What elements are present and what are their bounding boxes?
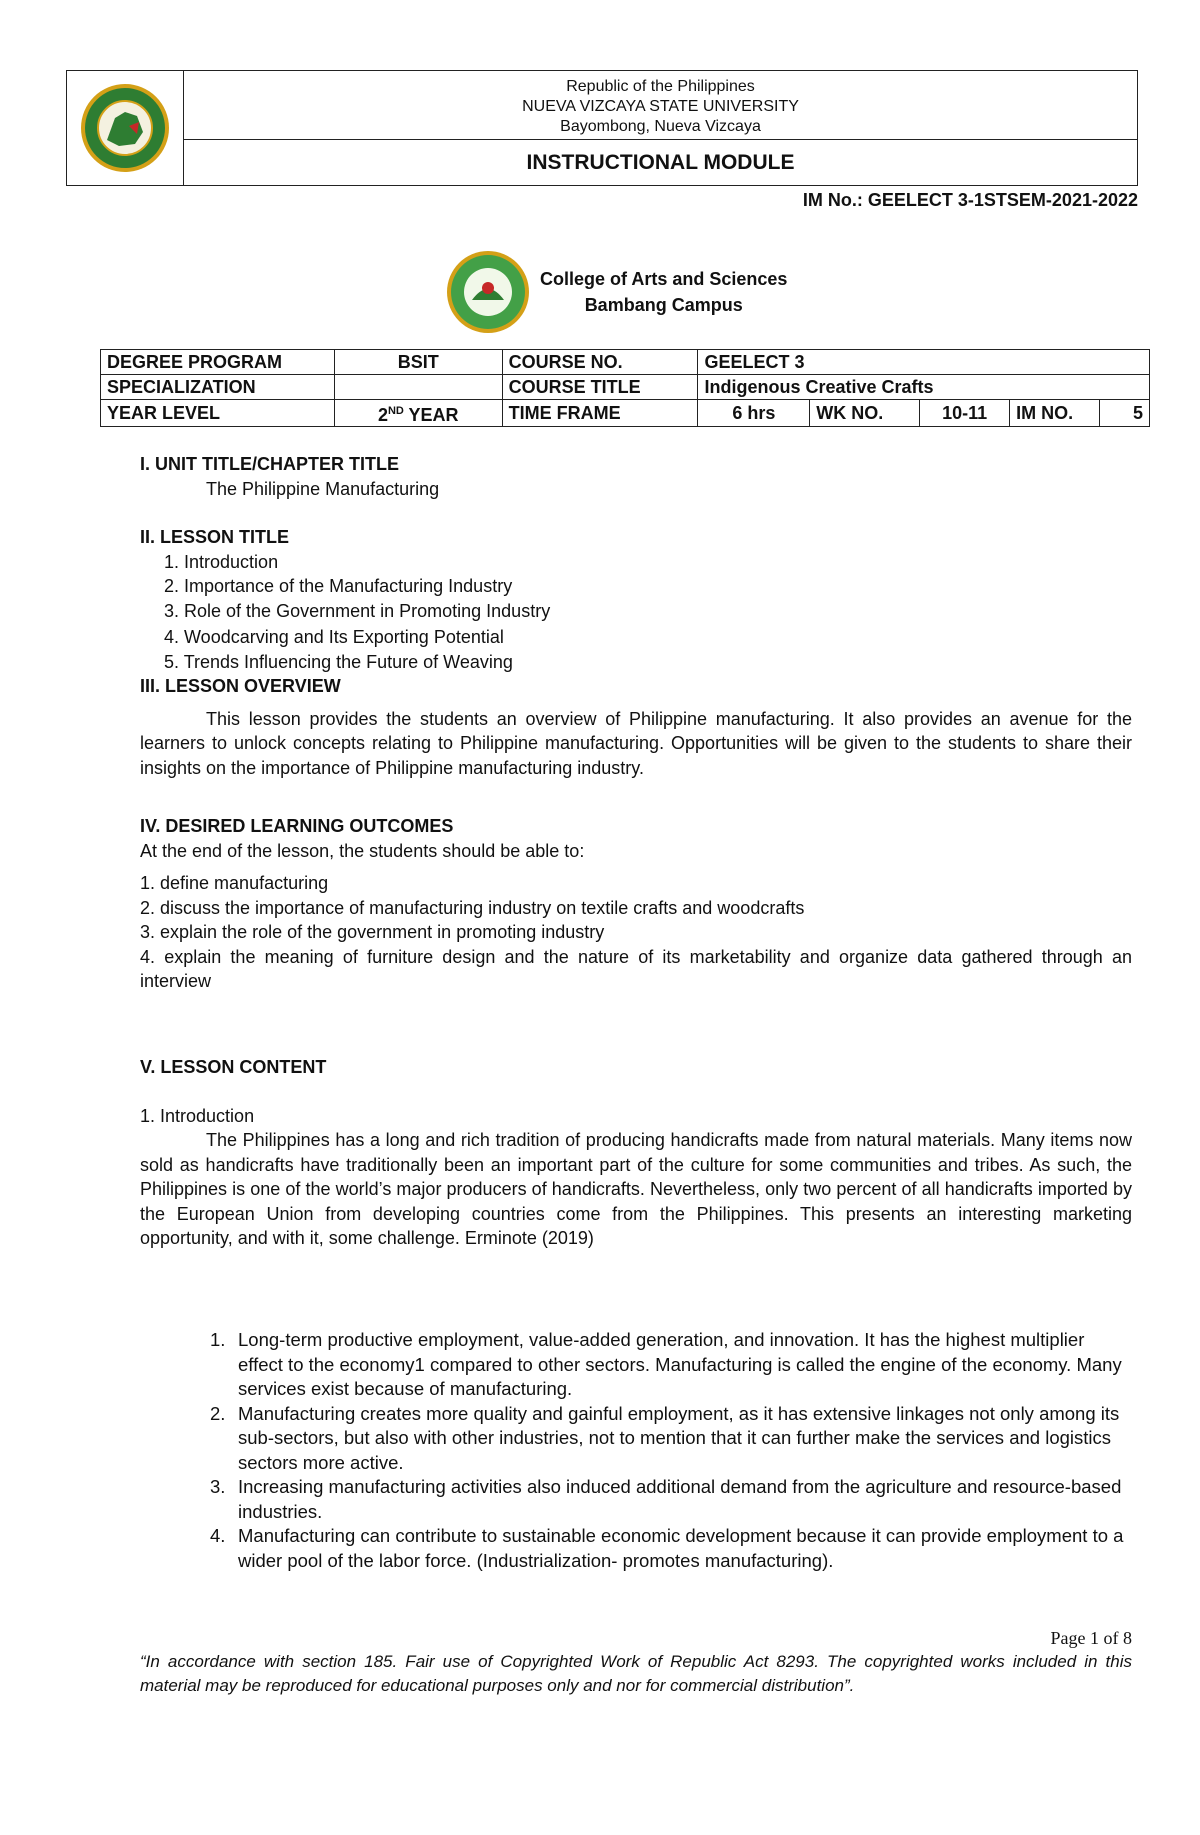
list-item xyxy=(210,1475,1130,1524)
university-seal-icon xyxy=(79,82,171,174)
list-item xyxy=(210,1328,1130,1402)
list-item: 1. Introduction xyxy=(164,551,279,572)
wk-no-label: WK NO. xyxy=(810,400,920,427)
list-item xyxy=(210,1402,1130,1476)
section3-paragraph: This lesson provides the students an overview of Philippine manufacturing. It also provides an avenue for the learners to unlock concepts relating to Philippine manufacturing. Opportunities will be given to the students to share their insights on the importance of Philippine manufacturing industry. xyxy=(140,708,1132,778)
specialization-label: SPECIALIZATION xyxy=(101,375,335,400)
page-number: Page 1 of 8 xyxy=(1050,1628,1132,1648)
time-frame-value: 6 hrs xyxy=(698,400,810,427)
table-row xyxy=(101,400,1150,427)
course-no-label: COURSE NO. xyxy=(502,350,698,375)
list-number: 2. xyxy=(210,1402,226,1424)
section1-heading: I. UNIT TITLE/CHAPTER TITLE xyxy=(140,454,399,474)
section2-heading: II. LESSON TITLE xyxy=(140,527,290,547)
section1-text: The Philippine Manufacturing xyxy=(206,478,440,499)
list-item: 1. define manufacturing xyxy=(140,873,329,893)
list-number: 3. xyxy=(210,1476,226,1497)
time-frame-label: TIME FRAME xyxy=(502,400,698,427)
college-campus: Bambang Campus xyxy=(584,295,743,315)
list-text: Increasing manufacturing activities also induced additional demand from the agriculture and resource-based industries. xyxy=(238,1476,1122,1522)
section-5 xyxy=(140,1055,1132,1251)
year-level-value xyxy=(334,400,502,427)
header-line1: Republic of the Philippines xyxy=(566,78,755,95)
list-number: 4. xyxy=(210,1525,226,1546)
document-header xyxy=(66,70,1138,186)
list-number: 1. xyxy=(210,1329,226,1350)
list-item: 2. Importance of the Manufacturing Industry xyxy=(164,576,513,596)
college-seal-icon xyxy=(446,250,530,334)
wk-no-value: 10-11 xyxy=(920,400,1010,427)
table-row xyxy=(101,375,1150,400)
importance-list xyxy=(210,1328,1130,1573)
header-line3: Bayombong, Nueva Vizcaya xyxy=(560,118,761,135)
im-no-label: IM NO. xyxy=(1010,400,1100,427)
year-level-label: YEAR LEVEL xyxy=(101,400,335,427)
course-info-table xyxy=(100,349,1150,427)
college-name: College of Arts and Sciences xyxy=(540,269,788,289)
course-title-value: Indigenous Creative Crafts xyxy=(698,375,1150,400)
list-item xyxy=(210,1524,1130,1573)
list-item: 3. Role of the Government in Promoting Industry xyxy=(164,600,551,621)
list-item: 3. explain the role of the government in promoting industry xyxy=(140,922,605,942)
specialization-value xyxy=(334,375,502,400)
list-text: Long-term productive employment, value-added generation, and innovation. It has the highest multiplier effect to the economy1 compared to other sectors. Manufacturing is called the engine of the economy. Many services exist because of manufacturing. xyxy=(238,1329,1122,1399)
section3-heading: III. LESSON OVERVIEW xyxy=(140,676,341,696)
im-no-value: 5 xyxy=(1100,400,1150,427)
im-number: IM No.: GEELECT 3-1STSEM-2021-2022 xyxy=(802,190,1138,210)
university-seal xyxy=(67,71,184,185)
section4-heading: IV. DESIRED LEARNING OUTCOMES xyxy=(140,816,454,836)
course-title-label: COURSE TITLE xyxy=(502,375,698,400)
header-institution xyxy=(184,71,1137,140)
degree-program-value: BSIT xyxy=(334,350,502,375)
module-title: INSTRUCTIONAL MODULE xyxy=(526,150,795,174)
degree-program-label: DEGREE PROGRAM xyxy=(101,350,335,375)
college-block xyxy=(446,250,787,334)
list-text: Manufacturing creates more quality and gainful employment, as it has extensive linkages not only among its sub-sectors, but also with other industries, not to mention that it can further make the services and logistics sectors more active. xyxy=(238,1402,1120,1473)
page-footer xyxy=(140,1626,1132,1698)
section5-subheading: 1. Introduction xyxy=(140,1105,255,1126)
list-item: 5. Trends Influencing the Future of Weaving xyxy=(164,651,513,672)
section4-intro: At the end of the lesson, the students should be able to: xyxy=(140,840,585,861)
year-level-number: 2 xyxy=(377,405,388,425)
year-level-suffix: ND xyxy=(387,405,404,417)
section5-heading: V. LESSON CONTENT xyxy=(140,1057,327,1077)
list-item: 2. discuss the importance of manufacturing industry on textile crafts and woodcrafts xyxy=(140,897,805,918)
header-line2: NUEVA VIZCAYA STATE UNIVERSITY xyxy=(522,98,799,115)
copyright-note: “In accordance with section 185. Fair use of Copyrighted Work of Republic Act 8293. The copyrighted works included in this material may be reproduced for educational purposes only and nor for commercial distribution”. xyxy=(140,1652,1132,1695)
course-no-value: GEELECT 3 xyxy=(698,350,1150,375)
table-row xyxy=(101,350,1150,375)
list-text: Manufacturing can contribute to sustainable economic development because it can provide employment to a wider pool of the labor force. (Industrialization- promotes manufacturing). xyxy=(238,1525,1124,1571)
list-item: 4. Woodcarving and Its Exporting Potential xyxy=(164,627,504,647)
section-4 xyxy=(140,814,1132,994)
year-level-word: YEAR xyxy=(403,405,459,425)
list-item: 4. explain the meaning of furniture design and the nature of its marketability and organize data gathered through an interview xyxy=(140,946,1132,991)
sections-1-3 xyxy=(140,452,1132,780)
section5-paragraph: The Philippines has a long and rich tradition of producing handicrafts made from natural materials. Many items now sold as handicrafts have traditionally been an important part of the culture for some communities and tribes. As such, the Philippines is one of the world’s major producers of handicrafts. Nevertheless, only two percent of all handicrafts imported by the European Union from developing countries come from the Philippines. This presents an interesting marketing opportunity, and with it, some challenge. Erminote (2019) xyxy=(140,1130,1132,1248)
